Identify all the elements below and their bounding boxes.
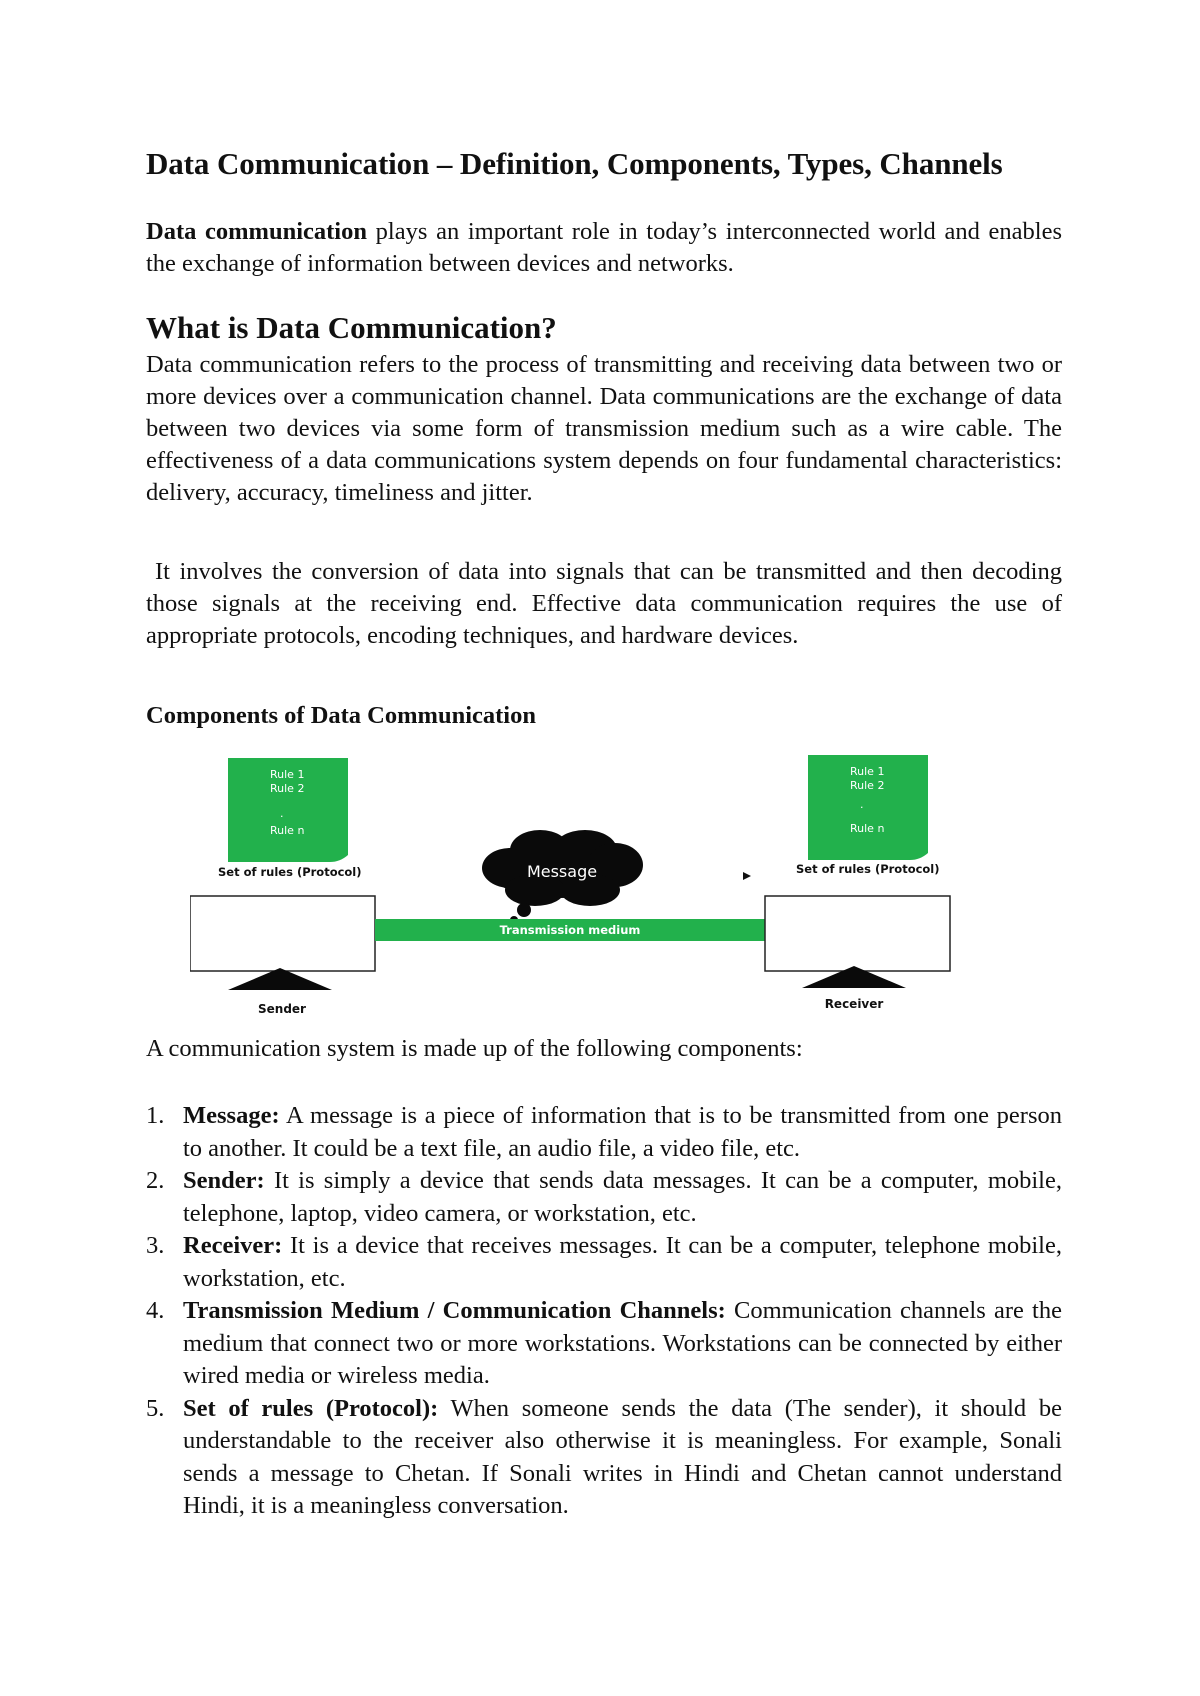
sender-monitor	[190, 896, 375, 1016]
receiver-rule-dots: .	[860, 798, 864, 811]
sender-label: Sender	[258, 1002, 306, 1016]
list-item	[146, 1165, 1062, 1230]
sender-screen	[190, 896, 375, 971]
list-item	[146, 1295, 1062, 1393]
list-term: Sender:	[183, 1167, 265, 1194]
sender-rule-n: Rule n	[270, 824, 305, 837]
list-number: 5.	[146, 1394, 165, 1422]
list-number: 3.	[146, 1232, 165, 1259]
receiver-monitor	[765, 896, 950, 1011]
receiver-screen	[765, 896, 950, 971]
components-heading: Components of Data Communication	[146, 702, 536, 729]
message-label: Message	[526, 862, 598, 881]
list-text: It is simply a device that sends data messages. It can be a computer, mobile, telephone, laptop, video camera, or workstation, etc.	[183, 1167, 1062, 1227]
list-item	[146, 1100, 1062, 1165]
sender-rule-2: Rule 2	[270, 782, 305, 795]
conversion-paragraph: It involves the conversion of data into signals that can be transmitted and then decoding those signals at the receiving end. Effective data communication requires the use of appropriate protocols, encoding techniques, and hardware devices.	[146, 558, 1062, 649]
list-number: 1.	[146, 1102, 165, 1129]
intro-paragraph	[146, 216, 1062, 280]
intro-text: plays an important role in today’s interconnected world and enables the exchange of information between devices and networks.	[146, 218, 1062, 277]
definition-paragraph: Data communication refers to the process of transmitting and receiving data between two or more devices over a communication channel. Data communications are the exchange of data between two devices via some form of transmission medium such as a wire cable. The effectiveness of a data communications system depends on four fundamental characteristics: delivery, accuracy, timeliness and jitter.	[146, 351, 1062, 506]
receiver-rule-2: Rule 2	[850, 779, 885, 792]
transmission-medium	[375, 919, 765, 941]
list-item	[146, 1393, 1062, 1523]
components-list	[146, 1100, 1062, 1523]
list-item	[146, 1230, 1062, 1295]
list-term: Transmission Medium / Communication Channels:	[183, 1297, 726, 1324]
receiver-protocol-card	[796, 755, 940, 876]
list-text: Communication channels are the medium that connect two or more workstations. Workstations can be connected by either wired media or wireless media.	[183, 1297, 1062, 1389]
receiver-protocol-label: Set of rules (Protocol)	[796, 862, 940, 876]
list-text: A message is a piece of information that is to be transmitted from one person to another. It could be a text file, an audio file, a video file, etc.	[183, 1102, 1062, 1162]
list-text: It is a device that receives messages. It can be a computer, telephone mobile, workstation, etc.	[183, 1232, 1062, 1292]
arrow-tip-icon	[743, 872, 751, 880]
receiver-rule-1: Rule 1	[850, 765, 885, 778]
intro-bold-term: Data communication	[146, 218, 367, 245]
sender-rule-dots: .	[280, 807, 284, 820]
list-term: Receiver:	[183, 1232, 283, 1259]
components-diagram	[190, 750, 980, 1020]
receiver-rule-n: Rule n	[850, 822, 885, 835]
medium-label: Transmission medium	[499, 923, 641, 937]
receiver-label: Receiver	[824, 997, 884, 1011]
list-text: When someone sends the data (The sender), it should be understandable to the receiver also otherwise it is meaningless. For example, Sonali sends a message to Chetan. If Sonali writes in Hindi and Chetan cannot understand Hindi, it is a meaningless conversation.	[183, 1394, 1062, 1519]
section-heading: What is Data Communication?	[146, 310, 557, 345]
components-intro: A communication system is made up of the following components:	[146, 1035, 803, 1062]
document-title: Data Communication – Definition, Components, Types, Channels	[146, 146, 1003, 181]
list-term: Message:	[183, 1102, 280, 1129]
list-number: 4.	[146, 1297, 165, 1324]
sender-protocol-card	[218, 758, 362, 879]
sender-rule-1: Rule 1	[270, 768, 305, 781]
message-cloud	[482, 830, 643, 924]
list-term: Set of rules (Protocol):	[183, 1394, 439, 1422]
list-number: 2.	[146, 1167, 165, 1194]
sender-protocol-label: Set of rules (Protocol)	[218, 865, 362, 879]
